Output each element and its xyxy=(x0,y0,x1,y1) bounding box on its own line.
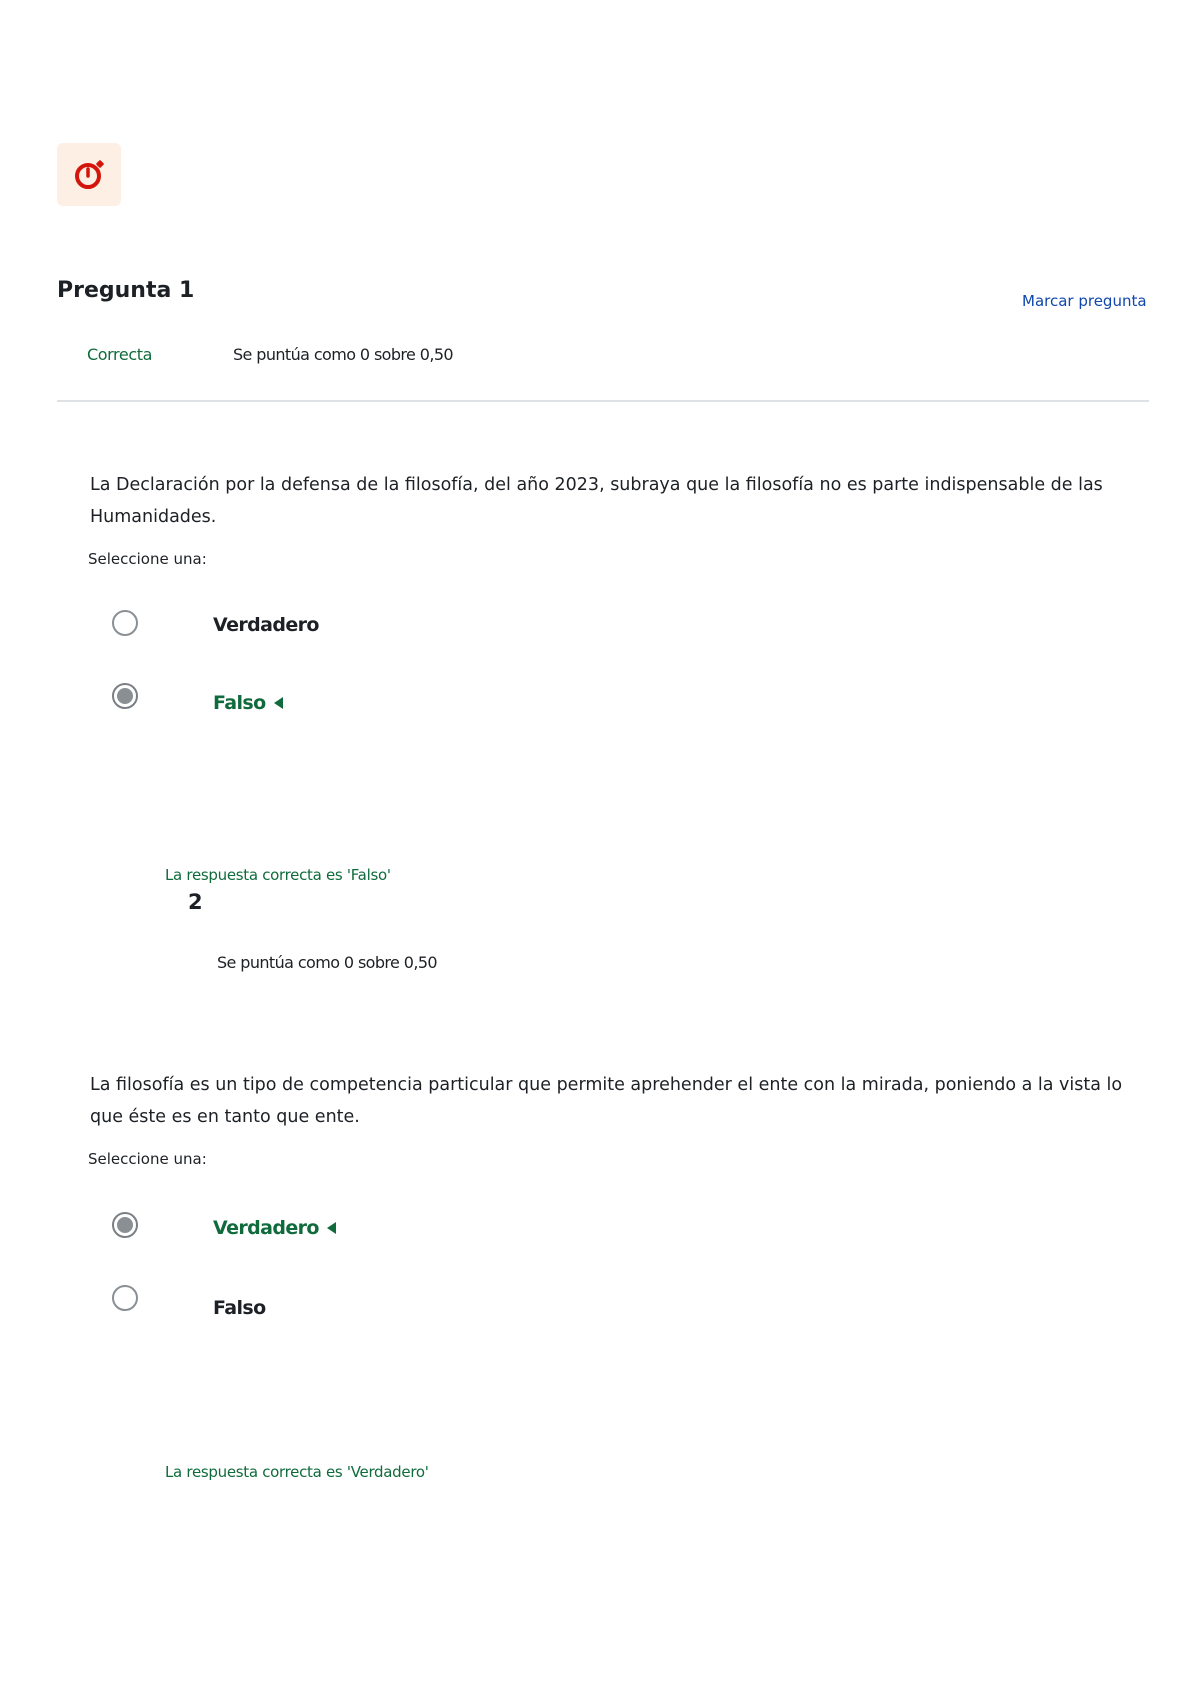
question-grade: Se puntúa como 0 sobre 0,50 xyxy=(233,345,454,364)
option-label[interactable] xyxy=(213,692,284,715)
option-text: Falso xyxy=(213,1297,266,1319)
option-text: Verdadero xyxy=(213,1217,319,1239)
option-label[interactable] xyxy=(213,614,319,636)
question-text: La Declaración por la defensa de la filosofía, del año 2023, subraya que la filosofía no es parte indispensable de las Humanidades. xyxy=(90,475,1103,527)
select-prompt: Seleccione una: xyxy=(88,1150,207,1168)
radio-verdadero[interactable] xyxy=(112,1212,138,1238)
question-title: Pregunta 1 xyxy=(57,278,195,303)
option-text: Verdadero xyxy=(213,614,319,636)
option-text: Falso xyxy=(213,692,266,714)
flag-question-link[interactable]: Marcar pregunta xyxy=(1022,292,1147,310)
radio-falso[interactable] xyxy=(112,683,138,709)
header-divider xyxy=(57,400,1149,402)
stopwatch-icon xyxy=(71,156,107,192)
right-answer-feedback: La respuesta correcta es 'Falso' xyxy=(165,866,391,884)
question-text: La filosofía es un tipo de competencia particular que permite aprehender el ente con la mirada, poniendo a la vista lo que éste es en tanto que ente. xyxy=(90,1075,1123,1127)
radio-verdadero[interactable] xyxy=(112,610,138,636)
right-answer-feedback: La respuesta correcta es 'Verdadero' xyxy=(165,1463,429,1481)
correct-pointer-icon xyxy=(272,693,284,715)
select-prompt: Seleccione una: xyxy=(88,550,207,568)
question-grade: Se puntúa como 0 sobre 0,50 xyxy=(217,953,438,972)
timer-badge xyxy=(57,143,121,206)
question-number: 2 xyxy=(188,890,203,914)
option-label[interactable] xyxy=(213,1217,337,1240)
correct-pointer-icon xyxy=(325,1218,337,1240)
option-label[interactable] xyxy=(213,1297,266,1319)
question-state: Correcta xyxy=(87,345,153,364)
radio-falso[interactable] xyxy=(112,1285,138,1311)
